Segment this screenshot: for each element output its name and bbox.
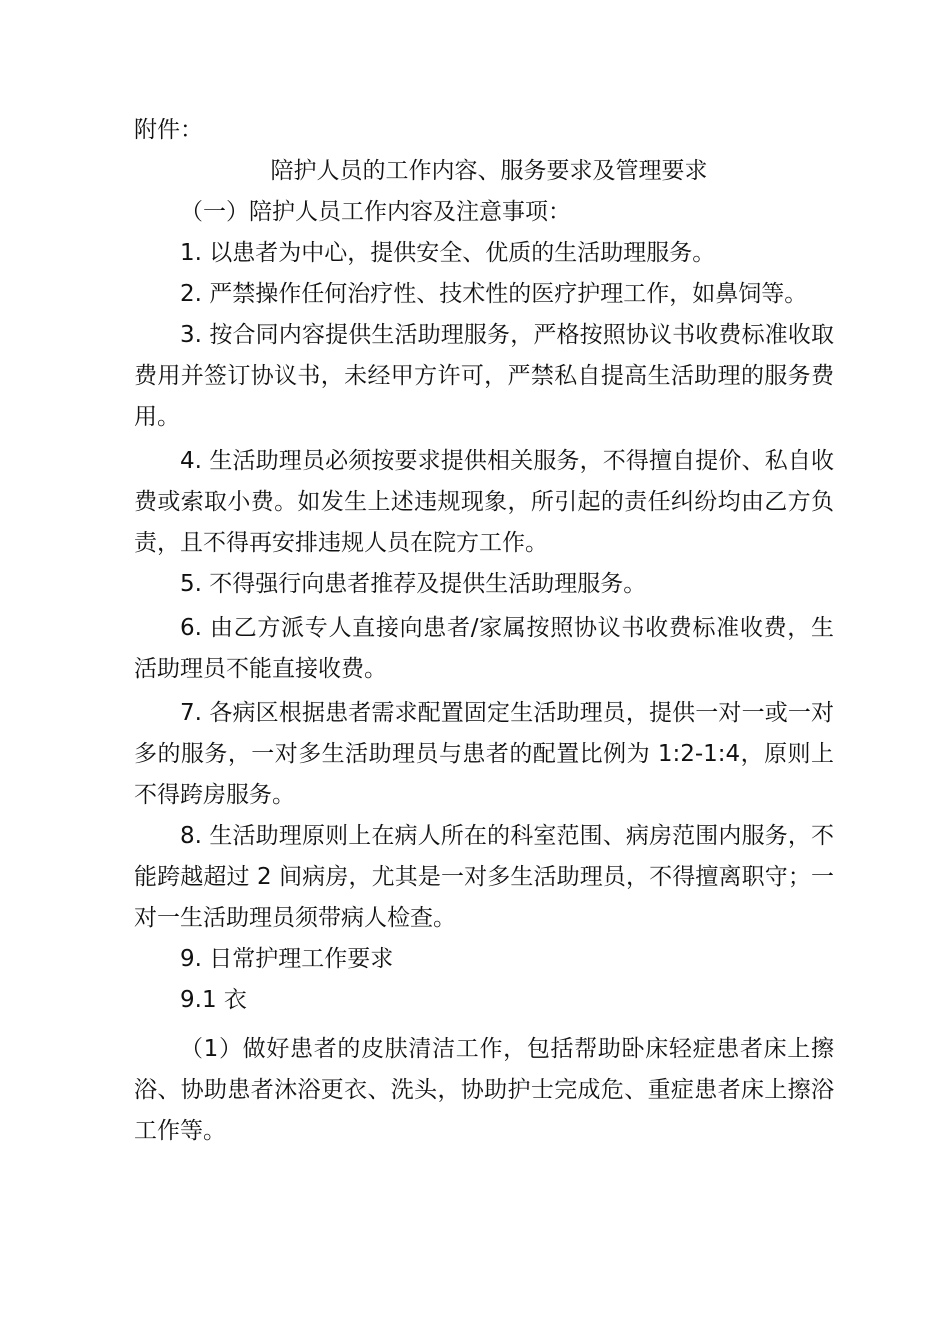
paragraph-5: 5. 不得强行向患者推荐及提供生活助理服务。 xyxy=(180,571,647,597)
paragraph-4: 4. 生活助理员必须按要求提供相关服务，不得擅自提价、私自收费或索取小费。如发生上述违规现象，所引起的责任纠纷均由乙方负责，且不得再安排违规人员在院方工作。 xyxy=(134,448,834,556)
paragraph-9: 9. 日常护理工作要求 xyxy=(180,946,394,972)
paragraph-9-1: 9.1 衣 xyxy=(180,987,247,1013)
document-body xyxy=(134,110,834,1152)
paragraph-2: 2. 严禁操作任何治疗性、技术性的医疗护理工作，如鼻饲等。 xyxy=(180,281,808,307)
section-heading: （一）陪护人员工作内容及注意事项： xyxy=(180,199,571,225)
attachment-label: 附件： xyxy=(134,117,203,143)
paragraph-6: 6. 由乙方派专人直接向患者/家属按照协议书收费标准收费，生活助理员不能直接收费。 xyxy=(134,615,834,682)
document-title: 陪护人员的工作内容、服务要求及管理要求 xyxy=(270,158,708,184)
paragraph-7: 7. 各病区根据患者需求配置固定生活助理员，提供一对一或一对多的服务，一对多生活助理员与患者的配置比例为 1:2-1:4，原则上不得跨房服务。 xyxy=(134,700,834,808)
paragraph-9-1-1: （1）做好患者的皮肤清洁工作，包括帮助卧床轻症患者床上擦浴、协助患者沐浴更衣、洗头，协助护士完成危、重症患者床上擦浴工作等。 xyxy=(134,1036,834,1144)
paragraph-3: 3. 按合同内容提供生活助理服务，严格按照协议书收费标准收取费用并签订协议书，未经甲方许可，严禁私自提高生活助理的服务费用。 xyxy=(134,322,834,430)
paragraph-8: 8. 生活助理原则上在病人所在的科室范围、病房范围内服务，不能跨越超过 2 间病房，尤其是一对多生活助理员，不得擅离职守；一对一生活助理员须带病人检查。 xyxy=(134,823,834,931)
paragraph-1: 1. 以患者为中心，提供安全、优质的生活助理服务。 xyxy=(180,240,716,266)
